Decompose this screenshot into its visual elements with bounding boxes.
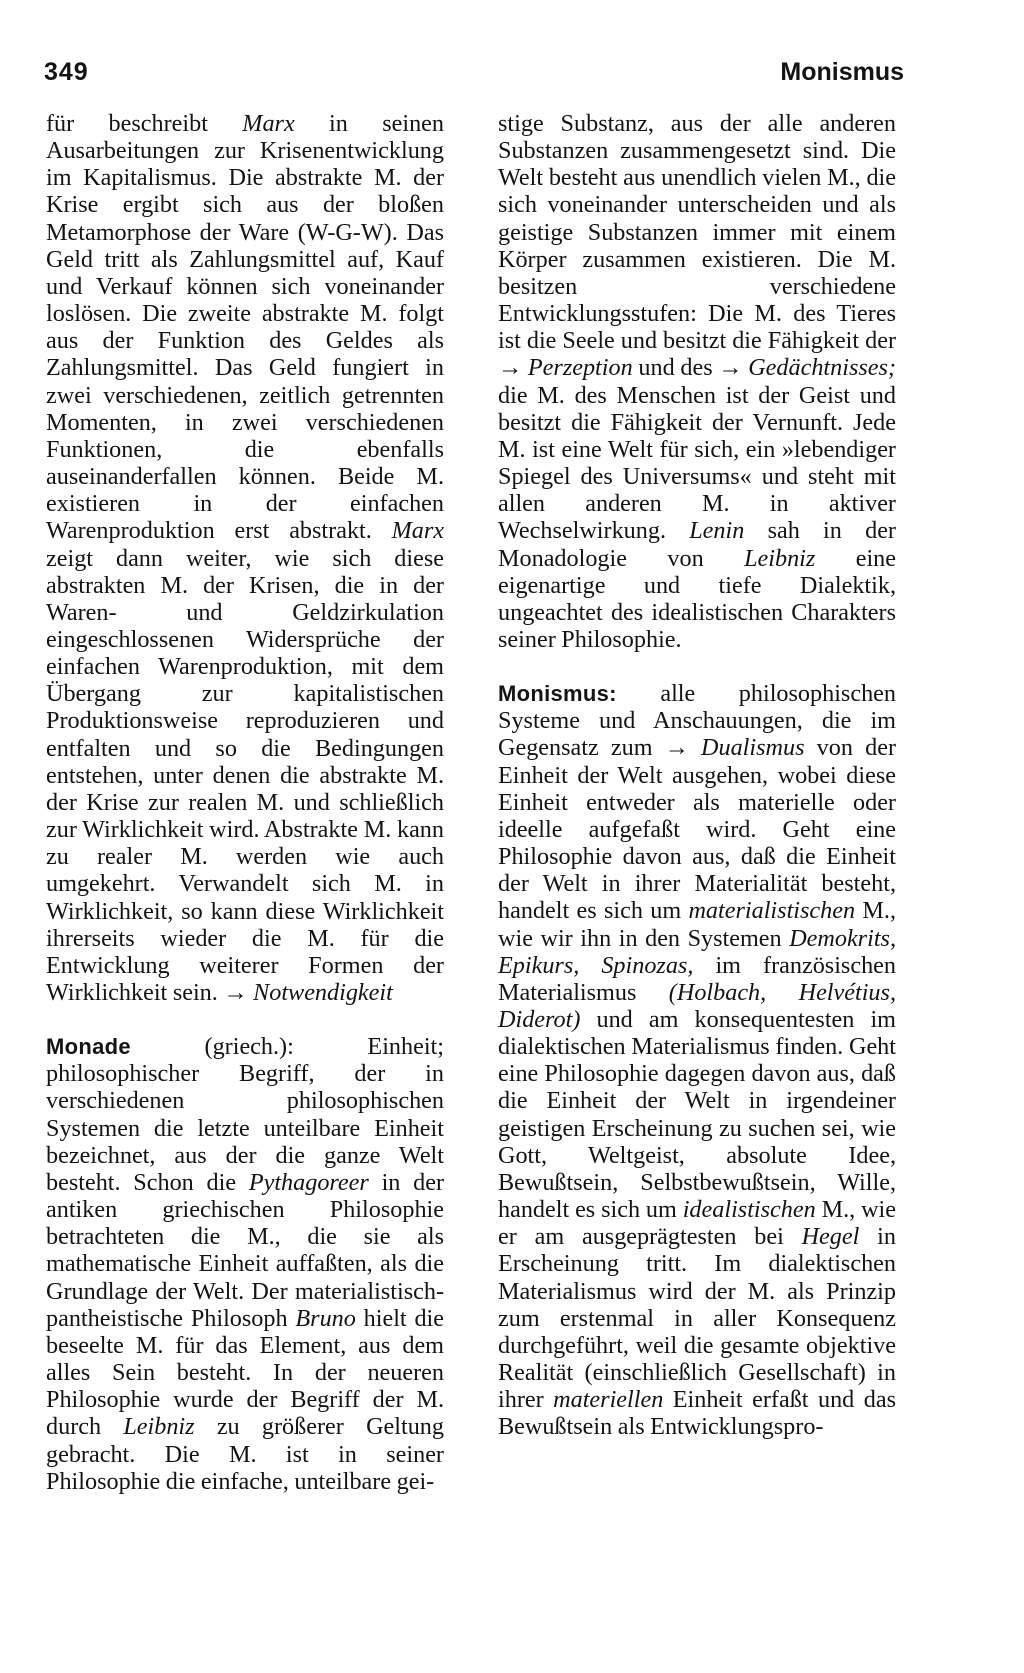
italic-text: idealistischen (682, 1196, 816, 1224)
italic-text: Notwendigkeit (253, 979, 393, 1006)
body-text: hielt die beseelte M. für das Element, aus dem alles Sein besteht. In der neueren Philosophie wurde der Begriff der M. durch (46, 1304, 444, 1441)
italic-text: Lenin (689, 517, 745, 545)
right-column (498, 110, 896, 1441)
italic-text: Leibniz (744, 544, 816, 572)
body-text: M., wie er am ausgeprägtesten bei (498, 1196, 896, 1251)
body-text: für beschreibt (46, 110, 243, 137)
entry-continuation-paragraph (46, 110, 444, 1006)
body-text: zu größerer Geltung gebracht. Die M. ist in seiner Philosophie die einfache, unteilbare gei- (46, 1413, 444, 1495)
entry-monismus (498, 680, 896, 1440)
italic-text: (Holbach, Helvétius, Diderot) (498, 978, 896, 1033)
italic-text: Perzeption (527, 354, 633, 382)
italic-text: materialistischen (688, 897, 856, 925)
italic-text: Leibniz (123, 1413, 195, 1441)
body-text: M., wie wir ihn in den Systemen (498, 897, 896, 952)
italic-text: Gedächtnisses; (748, 354, 896, 382)
entry-headword: Monade (46, 1034, 131, 1060)
italic-text: Bruno (295, 1304, 356, 1332)
body-text: in Erscheinung tritt. Im dialektischen Materialismus wird der M. als Prinzip zum erstenmal in aller Konsequenz durchgeführt, weil die gesamte objektive Realität (einschließlich Gesellschaft) in ihrer (498, 1223, 896, 1414)
italic-text: Pythagoreer (248, 1168, 369, 1196)
running-head: Monismus (780, 58, 904, 86)
body-text: eine eigenartige und tiefe Dialektik, ungeachtet des idealistischen Charakters seiner Philosophie. (498, 544, 896, 653)
italic-text: Demokrits, Epikurs, Spinozas, (498, 924, 896, 979)
left-column (46, 110, 444, 1495)
body-text: (griech.): Einheit; philosophischer Begriff, der in verschiedenen philosophischen Systemen die letzte unteilbare Einheit bezeichnet, aus der die ganze Welt besteht. Schon die (46, 1033, 444, 1196)
body-text: Einheit erfaßt und das Bewußtsein als Entwicklungspro- (498, 1386, 896, 1441)
entry-headword: Monismus: (498, 681, 617, 707)
body-text: die M. des Menschen ist der Geist und besitzt die Fähigkeit der Vernunft. Jede M. ist eine Welt für sich, ein »lebendiger Spiegel des Universums« und steht mit allen anderen M. in aktiver Wechselwirkung. (498, 381, 896, 545)
italic-text: Dualismus (701, 734, 805, 762)
body-text: in seinen Ausarbeitungen zur Krisenentwicklung im Kapitalismus. Die abstrakte M. der Krise ergibt sich aus der bloßen Metamorphose der Ware (W-G-W). Das Geld tritt als Zahlungsmittel auf, Kauf und Verkauf können sich voneinander loslösen. Die zweite abstrakte M. folgt aus der Funktion des Geldes als Zahlungsmittel. Das Geld fungiert in zwei verschiedenen, zeitlich getrennten Momenten, in zwei verschiedenen Funktionen, die ebenfalls auseinanderfallen können. Beide M. existieren in der einfachen Warenproduktion erst abstrakt. (46, 110, 444, 545)
entry-monade (46, 1033, 444, 1495)
italic-text: Hegel (801, 1223, 860, 1251)
body-text: und am konsequentesten im dialektischen Materialismus finden. Geht eine Philosophie dagegen davon aus, daß die Einheit der Welt in irgendeiner geistigen Erscheinung zu suchen sei, wie Gott, Weltgeist, absolute Idee, Bewußtsein, Selbstbewußtsein, Wille, handelt es sich um (498, 1006, 896, 1224)
italic-text: materiellen (553, 1386, 664, 1414)
italic-text: Marx (242, 110, 295, 137)
body-text: im französischen Materialismus (498, 951, 896, 1006)
body-text: sah in der Monadologie von (498, 517, 896, 572)
body-text: von der Einheit der Welt ausgehen, wobei diese Einheit entweder als materielle oder ideelle aufgefaßt wird. Geht eine Philosophie davon aus, daß die Einheit der Welt in ihrer Materialität besteht, handelt es sich um (498, 734, 896, 925)
body-text: in der antiken griechischen Philosophie betrachteten die M., die sie als mathematische Einheit auffaßten, als die Grundlage der Welt. Der materialistisch-pantheistische Philosoph (46, 1168, 445, 1332)
body-text: und des → (632, 354, 749, 382)
page-number: 349 (44, 58, 89, 86)
body-text: stige Substanz, aus der alle anderen Substanzen zusammengesetzt sind. Die Welt besteht aus unendlich vielen M., die sich voneinander unterscheiden und als geistige Substanzen immer mit einem Körper zusammen existieren. Die M. besitzen verschiedene Entwicklungsstufen: Die M. des Tieres ist die Seele und besitzt die Fähigkeit der → (498, 110, 896, 382)
italic-text: Marx (391, 517, 444, 545)
body-text: zeigt dann weiter, wie sich diese abstrakten M. der Krisen, die in der Waren- und Geldzirkulation eingeschlossenen Widersprüche der einfachen Warenproduktion, mit dem Übergang zur kapitalistischen Produktionsweise reproduzieren und entfalten und so die Bedingungen entstehen, unter denen die abstrakte M. der Krise zur realen M. und schließlich zur Wirklichkeit wird. Abstrakte M. kann zu realer M. werden wie auch umgekehrt. Verwandelt sich M. in Wirklichkeit, so kann diese Wirklichkeit ihrerseits wieder die M. für die Entwicklung weiterer Formen der Wirklichkeit sein. → (46, 544, 444, 1006)
entry-monade-continuation (498, 110, 896, 653)
body-text: alle philosophischen Systeme und Anschauungen, die im Gegensatz zum → (498, 680, 896, 762)
